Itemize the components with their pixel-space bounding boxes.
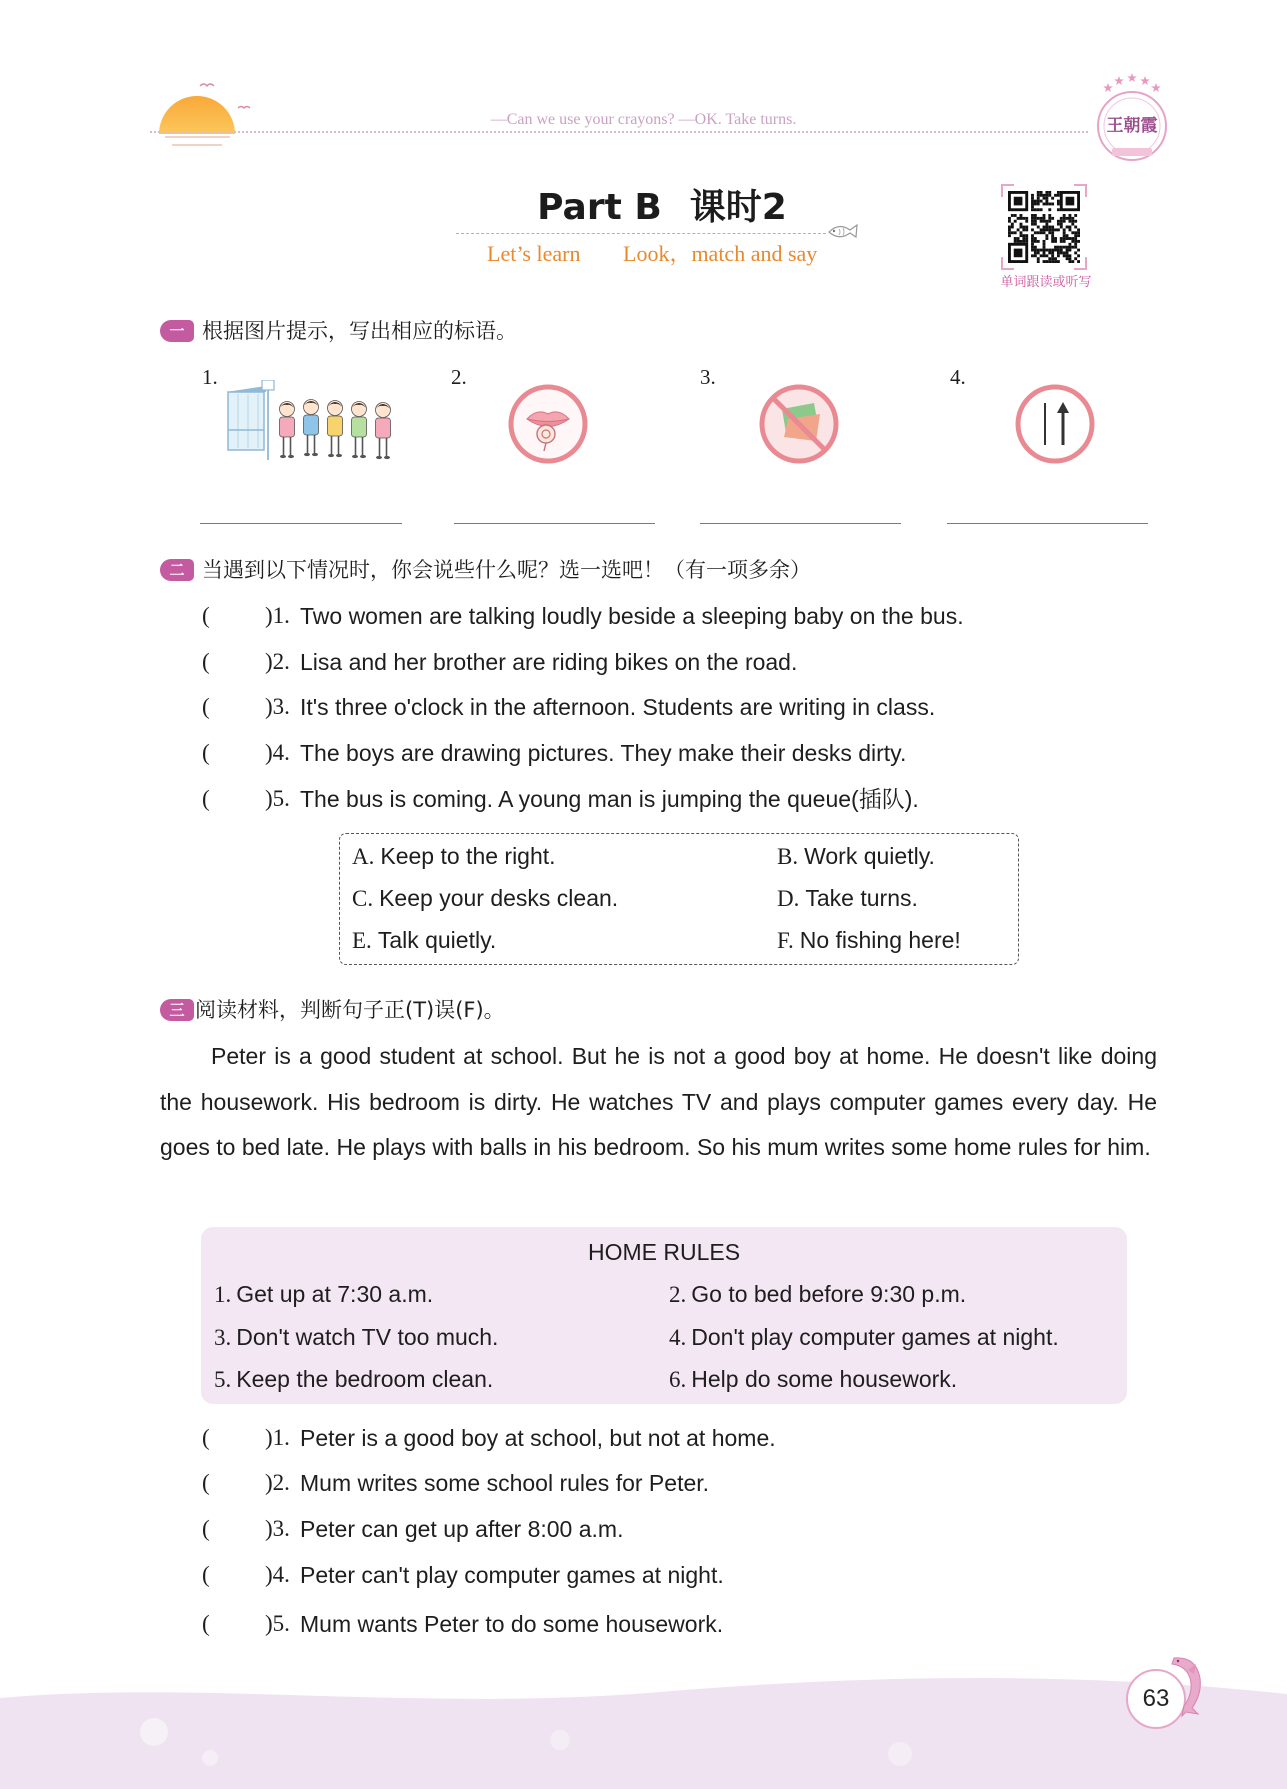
qr-label: 单词跟读或听写 bbox=[1000, 275, 1092, 290]
option-letter: C. bbox=[352, 886, 374, 911]
statement-row bbox=[0, 1611, 1287, 1637]
option-letter: E. bbox=[352, 928, 372, 953]
answer-bracket-open: ( bbox=[202, 1562, 210, 1587]
option-letter: D. bbox=[777, 886, 800, 911]
statement-text: Peter can get up after 8:00 a.m. bbox=[300, 1516, 624, 1542]
subtitle-activity: Look，match and say bbox=[623, 241, 818, 266]
subtitle-lets-learn: Let’s learn bbox=[487, 241, 581, 266]
home-rules-title: HOME RULES bbox=[587, 1239, 741, 1265]
no-litter-sign-icon bbox=[756, 381, 842, 467]
section2-badge: 二 bbox=[160, 559, 194, 581]
answer-bracket-close: ) bbox=[265, 694, 273, 719]
answer-bracket-open: ( bbox=[202, 1611, 210, 1636]
statement-row bbox=[0, 1425, 1287, 1451]
answer-bracket-open: ( bbox=[202, 649, 210, 674]
question-number-label: 2. bbox=[272, 649, 290, 674]
publisher-logo bbox=[1088, 72, 1176, 168]
statement-number bbox=[265, 1611, 290, 1637]
option-text: Take turns. bbox=[805, 885, 918, 911]
page-title bbox=[456, 186, 868, 230]
option-b bbox=[777, 843, 935, 870]
answer-bracket-close: ) bbox=[265, 740, 273, 765]
section3-instruction: 阅读材料，判断句子正(T)误(F)。 bbox=[195, 998, 505, 1022]
rule-number: 6. bbox=[669, 1367, 687, 1392]
fish-icon bbox=[826, 220, 860, 242]
statement-row bbox=[0, 1516, 1287, 1542]
option-text: Talk quietly. bbox=[377, 927, 497, 953]
question-row bbox=[0, 603, 1287, 629]
answer-bracket-open: ( bbox=[202, 1470, 210, 1495]
statement-text: Peter is a good boy at school, but not at home. bbox=[300, 1425, 776, 1451]
question-text: The boys are drawing pictures. They make their desks dirty. bbox=[300, 740, 907, 766]
option-e bbox=[352, 927, 496, 954]
section2-instruction: 当遇到以下情况时，你会说些什么呢？选一选吧！（有一项多余） bbox=[202, 558, 811, 582]
answer-bracket-close: ) bbox=[265, 1425, 273, 1450]
answer-bracket-close: ) bbox=[265, 1516, 273, 1541]
title-lesson: 课时2 bbox=[689, 187, 787, 228]
title-part: Part B bbox=[537, 187, 662, 228]
logo-text: 王朝霞 bbox=[1106, 116, 1158, 136]
rule-number: 3. bbox=[214, 1325, 232, 1350]
answer-bracket-open: ( bbox=[202, 1516, 210, 1541]
statement-row bbox=[0, 1562, 1287, 1588]
item-number-2: 2. bbox=[451, 365, 467, 389]
question-text: Two women are talking loudly beside a sleeping baby on the bus. bbox=[300, 603, 964, 629]
statement-number-label: 3. bbox=[272, 1516, 290, 1541]
answer-blank-4 bbox=[947, 523, 1148, 524]
answer-bracket-open: ( bbox=[202, 786, 210, 811]
rule-text: Go to bed before 9:30 p.m. bbox=[691, 1281, 967, 1307]
question-number-label: 1. bbox=[272, 603, 290, 628]
question-number bbox=[265, 694, 290, 720]
children-queuing-picture bbox=[226, 380, 406, 464]
home-rules-box bbox=[201, 1227, 1127, 1404]
question-number bbox=[265, 786, 290, 812]
question-text: It's three o'clock in the afternoon. Students are writing in class. bbox=[300, 694, 936, 720]
answer-blank-1 bbox=[200, 523, 402, 524]
rule-item bbox=[669, 1324, 1059, 1351]
item-number-1: 1. bbox=[202, 365, 218, 389]
rule-item bbox=[214, 1324, 498, 1351]
footer-wave bbox=[0, 1670, 1287, 1789]
question-row bbox=[0, 649, 1287, 675]
answer-bracket-close: ) bbox=[265, 1611, 273, 1636]
question-number-label: 4. bbox=[272, 740, 290, 765]
option-c bbox=[352, 885, 618, 912]
answer-blank-2 bbox=[454, 523, 655, 524]
option-text: Work quietly. bbox=[804, 843, 935, 869]
answer-blank-3 bbox=[700, 523, 901, 524]
option-text: No fishing here! bbox=[799, 927, 961, 953]
question-number-label: 5. bbox=[272, 786, 290, 811]
reading-passage: Peter is a good student at school. But he is not a good boy at home. He doesn't like doing the housework. His bedroom is dirty. He watches TV and plays computer games every day. He goes to bed late. He plays with balls in his bedroom. So his mum writes some home rules for him. bbox=[160, 1043, 1157, 1161]
qr-code bbox=[1008, 191, 1080, 263]
option-letter: A. bbox=[352, 844, 375, 869]
section1-badge: 一 bbox=[160, 320, 194, 342]
rule-text: Don't watch TV too much. bbox=[236, 1324, 499, 1350]
statement-text: Mum writes some school rules for Peter. bbox=[300, 1470, 710, 1496]
statement-number-label: 5. bbox=[272, 1611, 290, 1636]
answer-bracket-close: ) bbox=[265, 786, 273, 811]
question-number bbox=[265, 649, 290, 675]
rule-item bbox=[214, 1281, 433, 1308]
answer-bracket-close: ) bbox=[265, 1470, 273, 1495]
rule-item bbox=[669, 1366, 957, 1393]
rule-text: Don't play computer games at night. bbox=[691, 1324, 1059, 1350]
dolphin-icon bbox=[1166, 1652, 1208, 1718]
option-text: Keep to the right. bbox=[380, 843, 556, 869]
statement-number-label: 4. bbox=[272, 1562, 290, 1587]
question-text: The bus is coming. A young man is jumping the queue(插队). bbox=[300, 786, 919, 812]
statement-number bbox=[265, 1516, 290, 1542]
rule-number: 2. bbox=[669, 1282, 687, 1307]
answer-bracket-open: ( bbox=[202, 1425, 210, 1450]
question-row bbox=[0, 694, 1287, 720]
option-letter: B. bbox=[777, 844, 799, 869]
option-d bbox=[777, 885, 918, 912]
item-number-3: 3. bbox=[700, 365, 716, 389]
quiet-lips-sign-icon bbox=[505, 381, 591, 467]
statement-number bbox=[265, 1470, 290, 1496]
rule-item bbox=[214, 1366, 493, 1393]
question-row bbox=[0, 740, 1287, 766]
answer-bracket-close: ) bbox=[265, 649, 273, 674]
statement-row bbox=[0, 1470, 1287, 1496]
question-number bbox=[265, 740, 290, 766]
title-underline bbox=[456, 233, 826, 234]
section1-instruction: 根据图片提示，写出相应的标语。 bbox=[202, 319, 517, 343]
rule-number: 4. bbox=[669, 1325, 687, 1350]
statement-number bbox=[265, 1562, 290, 1588]
item-number-4: 4. bbox=[950, 365, 966, 389]
statement-text: Mum wants Peter to do some housework. bbox=[300, 1611, 724, 1637]
statement-number bbox=[265, 1425, 290, 1451]
rule-text: Keep the bedroom clean. bbox=[236, 1366, 494, 1392]
rule-text: Get up at 7:30 a.m. bbox=[236, 1281, 434, 1307]
option-f bbox=[777, 927, 961, 954]
question-number-label: 3. bbox=[272, 694, 290, 719]
header-tagline: —Can we use your crayons? —OK. Take turns. bbox=[490, 111, 797, 128]
option-letter: F. bbox=[777, 928, 794, 953]
answer-bracket-open: ( bbox=[202, 740, 210, 765]
option-a bbox=[352, 843, 556, 870]
rule-number: 1. bbox=[214, 1282, 232, 1307]
page-number: 63 bbox=[1126, 1669, 1186, 1729]
answer-bracket-open: ( bbox=[202, 603, 210, 628]
answer-bracket-close: ) bbox=[265, 1562, 273, 1587]
rule-number: 5. bbox=[214, 1367, 232, 1392]
question-number bbox=[265, 603, 290, 629]
answer-bracket-open: ( bbox=[202, 694, 210, 719]
answer-bracket-close: ) bbox=[265, 603, 273, 628]
rule-item bbox=[669, 1281, 966, 1308]
header-dotted-line bbox=[150, 131, 1088, 133]
question-text: Lisa and her brother are riding bikes on the road. bbox=[300, 649, 798, 675]
question-row bbox=[0, 786, 1287, 812]
options-box bbox=[339, 833, 1019, 965]
option-text: Keep your desks clean. bbox=[379, 885, 619, 911]
rule-text: Help do some housework. bbox=[691, 1366, 958, 1392]
statement-number-label: 2. bbox=[272, 1470, 290, 1495]
statement-number-label: 1. bbox=[272, 1425, 290, 1450]
keep-right-sign-icon bbox=[1012, 381, 1098, 467]
section3-badge: 三 bbox=[160, 999, 194, 1021]
statement-text: Peter can't play computer games at night. bbox=[300, 1562, 724, 1588]
